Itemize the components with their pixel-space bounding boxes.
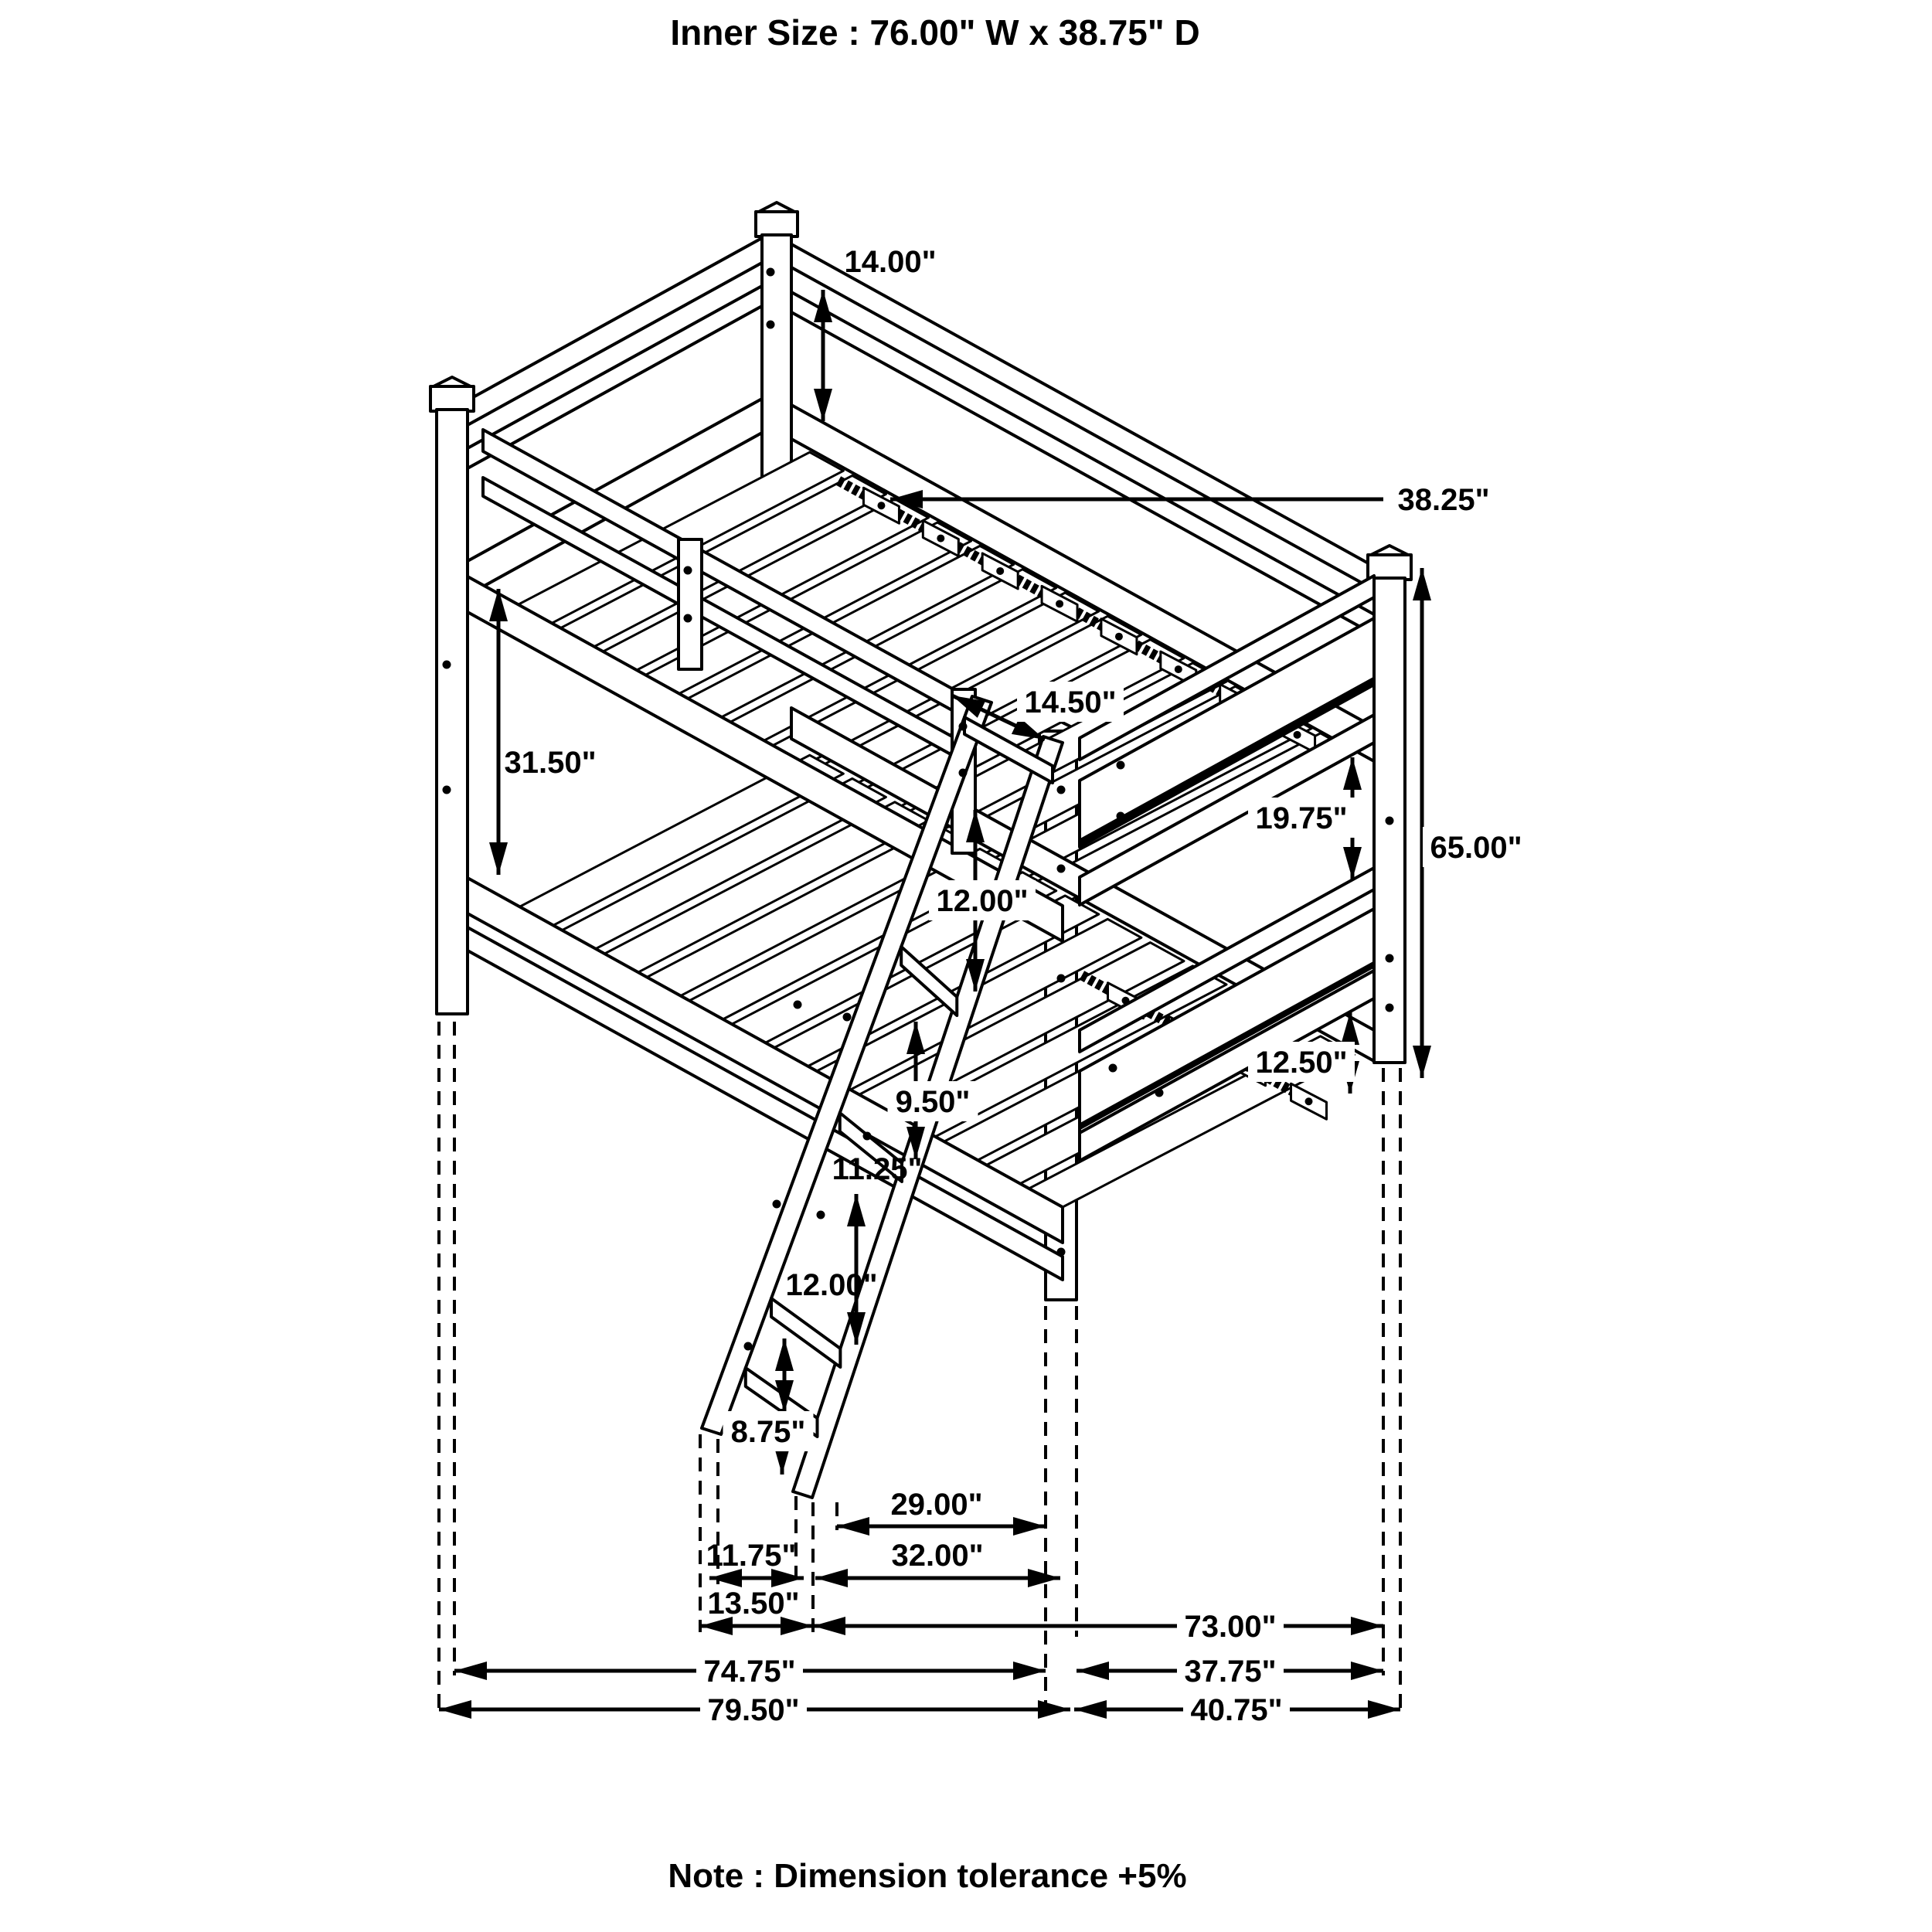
svg-text:14.50": 14.50" <box>1024 685 1117 719</box>
svg-text:8.75": 8.75" <box>730 1415 806 1449</box>
svg-text:32.00": 32.00" <box>891 1539 984 1573</box>
svg-text:11.25": 11.25" <box>832 1152 923 1186</box>
dim-ladder_inner_width <box>706 1539 804 1587</box>
svg-text:12.00": 12.00" <box>785 1268 878 1302</box>
dim-ladder_outer_width <box>700 1587 813 1635</box>
svg-text:12.00": 12.00" <box>936 884 1029 918</box>
dim-inner_length <box>813 1606 1383 1646</box>
svg-text:40.75": 40.75" <box>1190 1693 1283 1727</box>
dim-overall_depth <box>1074 1689 1400 1730</box>
dim-length_to_ladder <box>454 1651 1046 1691</box>
svg-text:31.50": 31.50" <box>504 746 597 780</box>
tolerance-note: Note : Dimension tolerance +5% <box>668 1857 1187 1895</box>
svg-text:73.00": 73.00" <box>1184 1610 1277 1644</box>
svg-text:13.50": 13.50" <box>707 1587 800 1621</box>
svg-text:12.50": 12.50" <box>1255 1046 1348 1080</box>
svg-text:74.75": 74.75" <box>703 1655 796 1689</box>
dim-step_floor_clearance <box>723 1409 814 1475</box>
svg-text:38.25": 38.25" <box>1397 483 1490 517</box>
bed-line-drawing <box>430 202 1529 1730</box>
svg-text:19.75": 19.75" <box>1255 801 1348 835</box>
svg-text:14.00": 14.00" <box>844 245 937 279</box>
svg-text:9.50": 9.50" <box>895 1085 971 1119</box>
dim-ladder_span <box>815 1539 1060 1587</box>
dim-ladder_floor_span <box>837 1488 1046 1536</box>
svg-text:29.00": 29.00" <box>890 1488 983 1522</box>
svg-text:79.50": 79.50" <box>707 1693 800 1727</box>
svg-text:65.00": 65.00" <box>1430 831 1522 865</box>
svg-text:37.75": 37.75" <box>1184 1655 1277 1689</box>
dim-foot_inner_depth <box>1077 1651 1383 1691</box>
page-title: Inner Size : 76.00" W x 38.75" D <box>670 12 1200 53</box>
dim-overall_height <box>1413 568 1529 1078</box>
dim-overall_length <box>439 1689 1070 1730</box>
svg-text:11.75": 11.75" <box>706 1539 797 1573</box>
